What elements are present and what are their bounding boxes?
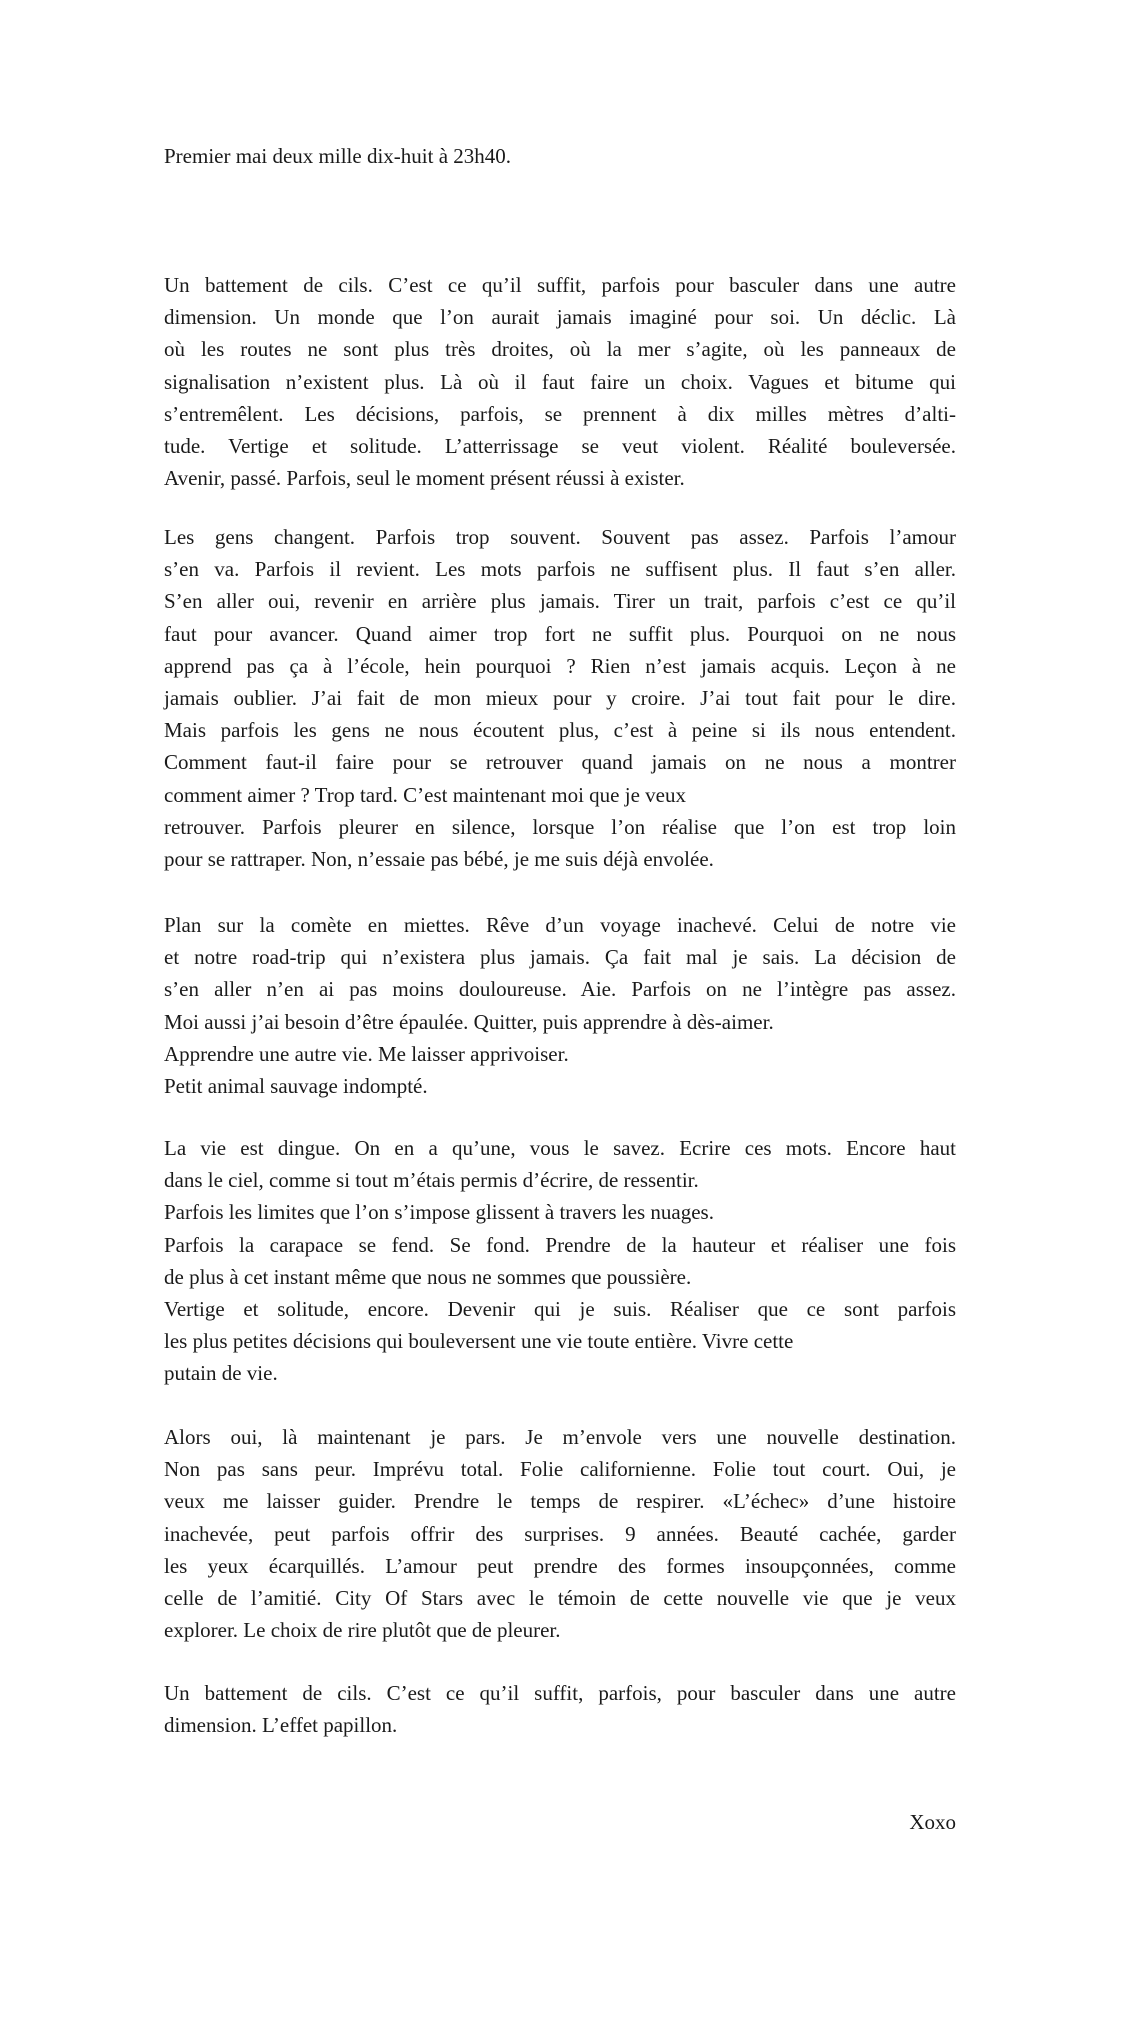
paragraph-line: Les gens changent. Parfois trop souvent. Souvent pas assez. Parfois l’amour <box>164 525 956 549</box>
paragraph-line: veux me laisser guider. Prendre le temps de respirer. «L’échec» d’une histoire <box>164 1489 956 1514</box>
paragraph-line: La vie est dingue. On en a qu’une, vous le savez. Ecrire ces mots. Encore haut <box>164 1136 956 1160</box>
paragraph-line: jamais oublier. J’ai fait de mon mieux pour y croire. J’ai tout fait pour le dire. <box>164 685 956 710</box>
paragraph-6 <box>164 1677 956 1741</box>
paragraph-line: les plus petites décisions qui bouleversent une vie toute entière. Vivre cette <box>164 1329 794 1354</box>
paragraph-line: explorer. Le choix de rire plutôt que de pleurer. <box>164 1618 561 1643</box>
paragraph-line: Plan sur la comète en miettes. Rêve d’un voyage inachevé. Celui de notre vie <box>164 913 956 937</box>
paragraph-line: pour se rattraper. Non, n’essaie pas bébé, je me suis déjà envolée. <box>164 846 714 871</box>
dateline: Premier mai deux mille dix-huit à 23h40. <box>164 144 512 168</box>
paragraph-line: Parfois la carapace se fend. Se fond. Prendre de la hauteur et réaliser une fois <box>164 1232 956 1257</box>
paragraph-3 <box>164 909 956 1102</box>
paragraph-line: Un battement de cils. C’est ce qu’il suffit, parfois, pour basculer dans une autre <box>164 1681 956 1705</box>
paragraph-line: tude. Vertige et solitude. L’atterrissage se veut violent. Réalité bouleversée. <box>164 433 956 458</box>
paragraph-line: où les routes ne sont plus très droites, où la mer s’agite, où les panneaux de <box>164 337 956 362</box>
paragraph-4 <box>164 1132 956 1390</box>
paragraph-line: Petit animal sauvage indompté. <box>164 1073 428 1098</box>
paragraph-line: Moi aussi j’ai besoin d’être épaulée. Quitter, puis apprendre à dès-aimer. <box>164 1009 774 1034</box>
paragraph-line: s’entremêlent. Les décisions, parfois, se prennent à dix milles mètres d’alti- <box>164 401 956 426</box>
paragraph-line: putain de vie. <box>164 1361 278 1386</box>
paragraph-line: Apprendre une autre vie. Me laisser apprivoiser. <box>164 1041 569 1066</box>
paragraph-line: dans le ciel, comme si tout m’étais permis d’écrire, de ressentir. <box>164 1168 699 1193</box>
paragraph-line: celle de l’amitié. City Of Stars avec le témoin de cette nouvelle vie que je veux <box>164 1585 956 1610</box>
paragraph-line: comment aimer ? Trop tard. C’est maintenant moi que je veux <box>164 782 686 807</box>
paragraph-5 <box>164 1421 956 1646</box>
paragraph-line: Un battement de cils. C’est ce qu’il suffit, parfois pour basculer dans une autre <box>164 273 956 297</box>
paragraph-line: dimension. L’effet papillon. <box>164 1713 398 1738</box>
paragraph-line: Non pas sans peur. Imprévu total. Folie californienne. Folie tout court. Oui, je <box>164 1457 956 1482</box>
paragraph-2 <box>164 521 956 875</box>
paragraph-line: S’en aller oui, revenir en arrière plus jamais. Tirer un trait, parfois c’est ce qu’il <box>164 589 956 614</box>
paragraph-line: apprend pas ça à l’école, hein pourquoi ? Rien n’est jamais acquis. Leçon à ne <box>164 653 956 678</box>
paragraph-line: inachevée, peut parfois offrir des surprises. 9 années. Beauté cachée, garder <box>164 1521 956 1546</box>
paragraph-line: Vertige et solitude, encore. Devenir qui je suis. Réaliser que ce sont parfois <box>164 1296 956 1321</box>
paragraph-line: s’en aller n’en ai pas moins douloureuse. Aie. Parfois on ne l’intègre pas assez. <box>164 977 956 1002</box>
paragraph-line: Alors oui, là maintenant je pars. Je m’envole vers une nouvelle destination. <box>164 1425 956 1449</box>
paragraph-line: Avenir, passé. Parfois, seul le moment présent réussi à exister. <box>164 466 685 491</box>
paragraph-line: dimension. Un monde que l’on aurait jamais imaginé pour soi. Un déclic. Là <box>164 305 956 330</box>
paragraph-line: Parfois les limites que l’on s’impose glissent à travers les nuages. <box>164 1200 714 1225</box>
paragraph-line: Mais parfois les gens ne nous écoutent plus, c’est à peine si ils nous entendent. <box>164 718 956 743</box>
paragraph-line: les yeux écarquillés. L’amour peut prendre des formes insoupçonnées, comme <box>164 1553 956 1578</box>
paragraph-line: de plus à cet instant même que nous ne sommes que poussière. <box>164 1264 692 1289</box>
signoff: Xoxo <box>909 1810 956 1834</box>
paragraph-line: s’en va. Parfois il revient. Les mots parfois ne suffisent plus. Il faut s’en aller. <box>164 557 956 582</box>
paragraph-line: faut pour avancer. Quand aimer trop fort ne suffit plus. Pourquoi on ne nous <box>164 621 956 646</box>
paragraph-1 <box>164 269 956 494</box>
paragraph-line: retrouver. Parfois pleurer en silence, lorsque l’on réalise que l’on est trop loin <box>164 814 956 839</box>
paragraph-line: et notre road-trip qui n’existera plus jamais. Ça fait mal je sais. La décision de <box>164 945 956 970</box>
paragraph-line: signalisation n’existent plus. Là où il faut faire un choix. Vagues et bitume qui <box>164 369 956 394</box>
paragraph-line: Comment faut-il faire pour se retrouver quand jamais on ne nous a montrer <box>164 750 956 775</box>
